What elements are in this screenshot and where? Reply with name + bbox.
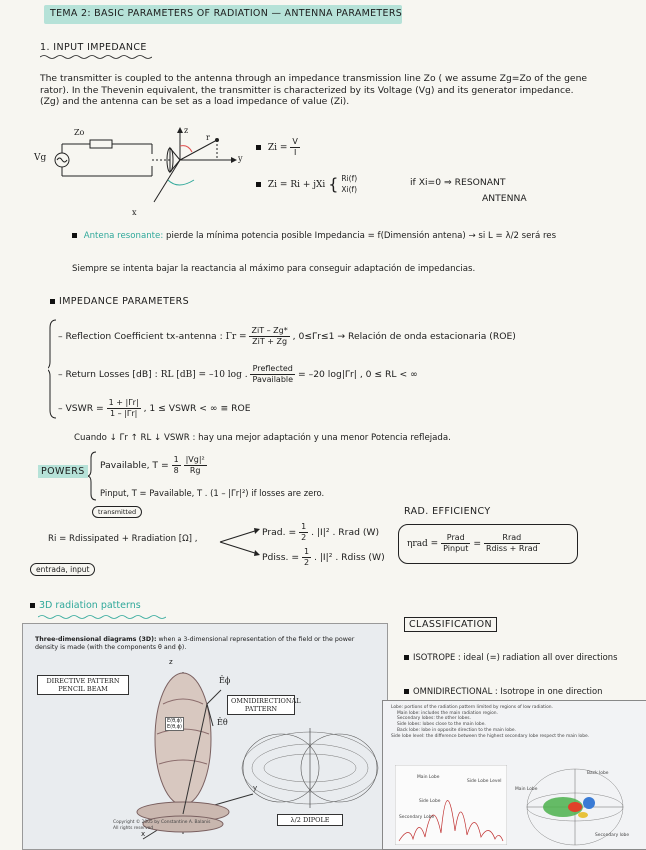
reflection-coefficient-row	[58, 326, 516, 347]
frac-num: 1 + |Γr|	[108, 398, 139, 407]
resonant-label: Antena resonante:	[83, 231, 164, 241]
main-lobe-label-2: Main Lobe	[515, 787, 538, 792]
bullet-icon	[72, 233, 77, 238]
underline-squiggle	[38, 614, 166, 620]
brace-terms	[341, 174, 357, 195]
fraction	[249, 326, 289, 347]
frac-den: I	[293, 148, 297, 157]
slide-photo-3d-diagrams	[22, 623, 388, 850]
slide-bullet	[35, 636, 375, 652]
frac-den: 2	[303, 558, 310, 567]
lobe-line: Side lobes: lobes close to the main lobe.	[397, 722, 486, 728]
bullet-icon	[50, 299, 55, 304]
circuit-vg-label: Vg	[34, 153, 47, 163]
fraction	[184, 455, 207, 476]
lobe-line: Lobe: portions of the radiation pattern limited by regions of low radiation.	[391, 705, 553, 710]
brace-bottom: Xi(f)	[341, 184, 358, 194]
frac-num: Prad	[441, 533, 470, 544]
frac-num: 1	[303, 547, 310, 556]
resonant-antenna-note	[72, 231, 556, 242]
paragraph-line: (Zg) and the antenna can be set as a load impedance of value (Zi).	[40, 96, 350, 107]
label-line: PENCIL BEAM	[58, 685, 108, 693]
item-text: ISOTROPE : ideal (=) radiation all over directions	[413, 652, 618, 662]
entrada-input-tag: entrada, input	[30, 563, 95, 576]
lobes-text	[391, 705, 641, 739]
axis-x-label: x	[132, 208, 137, 217]
intro-paragraph	[40, 73, 640, 108]
pavailable-row	[100, 455, 207, 476]
fraction	[302, 547, 311, 568]
omni-torus-pattern-image	[237, 724, 383, 808]
left-brace-icon	[48, 318, 58, 420]
fraction	[484, 533, 540, 554]
axis-y-label: y	[238, 154, 243, 163]
row-tail: , 1 ≤ VSWR < ∞ ≡ ROE	[143, 403, 251, 414]
paragraph-line: The transmitter is coupled to the antenna through an impedance transmission line Zo ( we assume Zg=Zo of the gene	[40, 73, 588, 84]
pdiss-label: Pdiss. =	[262, 552, 300, 563]
frac-num: Preflected	[250, 364, 295, 375]
row-tail: , 0≤Γr≤1 → Relación de onda estacionaria (ROE)	[292, 331, 516, 342]
zi-equation	[256, 137, 300, 158]
section-heading-input-impedance: 1. INPUT IMPEDANCE	[40, 42, 147, 53]
thevenin-circuit-diagram	[22, 124, 262, 224]
resonant-condition: if Xi=0 ⇒ RESONANT	[410, 177, 506, 188]
item-text: OMNIDIRECTIONAL : Isotrope in one direction	[413, 686, 603, 696]
side-lobe-label: Side Lobe	[419, 799, 441, 804]
section-heading-impedance-params	[50, 296, 189, 307]
field-label: E(θ,ϕ)	[167, 718, 183, 724]
brace-top: Ri(f)	[341, 174, 358, 183]
eq-zi: Zi = Ri + jXi	[267, 180, 326, 190]
bullet-icon	[30, 603, 35, 608]
radiation-3d-heading	[30, 600, 141, 612]
slide-photo-lobes	[382, 700, 646, 850]
dipole-label: λ/2 DIPOLE	[277, 814, 343, 826]
return-losses-row	[58, 364, 418, 385]
rl-eq: RL [dB] = –10 log .	[160, 370, 248, 380]
directive-pattern-label	[37, 675, 129, 695]
pdiss-tail: . |I|² . Rdiss (W)	[313, 552, 385, 563]
lobe-line: Back lobe: lobe in opposite direction to the main lobe.	[397, 727, 516, 733]
omnidirectional-item	[404, 686, 602, 697]
frac-den: Rdiss + Rrad	[485, 544, 538, 553]
heading-text: IMPEDANCE PARAMETERS	[59, 296, 190, 307]
field-label: E(θ,ϕ)	[167, 724, 183, 730]
frac-num: V	[292, 137, 298, 146]
frac-den: 1 – |Γr|	[109, 409, 138, 418]
omni-pattern-label	[227, 695, 301, 715]
isotrope-item	[404, 652, 617, 663]
prad-row	[262, 522, 379, 543]
pavail-label: Pavailable, T =	[100, 460, 169, 471]
fraction	[172, 455, 181, 476]
prad-tail: . |I|² . Rrad (W)	[311, 527, 380, 538]
eq-lhs: Zi =	[267, 143, 288, 153]
secondary-lobe-label: Secondary Lobe	[399, 815, 435, 820]
circuit-zo-label: Zo	[74, 128, 85, 137]
frac-num: ZiT – Zg*	[251, 326, 288, 335]
e-phi-label: Êϕ	[219, 676, 231, 685]
axis-z-label: z	[169, 658, 173, 666]
lobe-line: Side lobe level: the difference between the highest secondary lobe respect the main lobe.	[391, 733, 590, 739]
frac-num: Rrad	[484, 533, 540, 544]
label-line: OMNIDIRECTIONAL	[231, 697, 301, 705]
frac-den: Pinput	[443, 544, 469, 553]
cuando-note: Cuando ↓ Γr ↑ RL ↓ VSWR : hay una mejor adaptación y una menor Potencia reflejada.	[74, 433, 451, 443]
frac-den: 2	[301, 533, 307, 542]
heading-text: 3D radiation patterns	[39, 600, 141, 611]
underline-squiggle	[40, 54, 152, 60]
vswr-row	[58, 398, 251, 419]
page-title: TEMA 2: BASIC PARAMETERS OF RADIATION — ANTENNA PARAMETERS	[44, 5, 402, 24]
fraction	[290, 137, 299, 158]
brace-icon: {	[328, 174, 339, 194]
bullet-icon	[256, 145, 261, 150]
resonant-text: pierde la mínima potencia posible Impedancia = f(Dimensión antena) → si L = λ/2 será res	[165, 231, 557, 241]
axis-z-label: z	[184, 126, 189, 135]
lobe-line: Main lobe: includes the main radiation region.	[397, 710, 498, 716]
fraction	[250, 364, 295, 385]
main-lobe-label: Main Lobe	[417, 775, 440, 780]
frac-den: Pavailable	[252, 375, 294, 384]
rad-efficiency-heading: RAD. EFFICIENCY	[404, 506, 491, 517]
fraction	[107, 398, 141, 419]
frac-num: 1	[301, 522, 307, 531]
bullet-text: when a 3-dimensional representation of the field or the power density is made (with the components θ and ϕ).	[35, 636, 355, 651]
label-line: DIRECTIVE PATTERN	[46, 677, 120, 685]
classification-heading: CLASSIFICATION	[404, 617, 497, 632]
fraction	[299, 522, 308, 543]
secondary-lobe-label-2: Secondary lobe	[595, 833, 630, 838]
row-label: – VSWR =	[58, 403, 104, 414]
lobe-line: Secondary lobes: the other lobes.	[397, 716, 471, 722]
eta-label: ηrad =	[407, 539, 439, 549]
prad-label: Prad. =	[262, 527, 297, 538]
copyright-text: Copyright © 2005 by Constantine A. Balanis All rights reserved	[113, 820, 211, 831]
frac-num: 1	[173, 455, 179, 464]
side-lobe-level-label: Side Lobe Level	[467, 779, 502, 784]
resonant-condition-2: ANTENNA	[482, 193, 527, 204]
pdiss-row	[262, 547, 385, 568]
paragraph-line: rator). In the Thevenin equivalent, the transmitter is characterized by its Voltage (Vg) and its generator impedance.	[40, 84, 574, 96]
row-tail: = –20 log|Γr| , 0 ≤ RL < ∞	[297, 369, 418, 380]
ri-equation: Ri = Rdissipated + Rradiation [Ω] ,	[48, 534, 198, 544]
back-lobe-label: Back lobe	[587, 771, 609, 776]
frac-den: 8	[173, 466, 179, 475]
frac-den: Rg	[189, 466, 201, 475]
row-label: – Return Losses [dB] :	[58, 369, 158, 380]
row-label: – Reflection Coefficient tx-antenna :	[58, 331, 223, 342]
axis-y-label: y	[253, 784, 258, 792]
fraction	[441, 533, 470, 554]
lobe-rectangular-plot-image	[395, 765, 507, 845]
branch-arrows-icon	[218, 526, 262, 560]
bullet-icon	[404, 689, 409, 694]
field-box	[165, 717, 184, 731]
zi-complex-equation	[256, 174, 357, 195]
bullet-icon	[404, 655, 409, 660]
resonant-note-2: Siempre se intenta bajar la reactancia al máximo para conseguir adaptación de impedancias.	[72, 264, 476, 274]
pinput-row: Pinput, T = Pavailable, T . (1 – |Γr|²) if losses are zero.	[100, 488, 325, 498]
impedance-resistor-icon	[90, 140, 112, 148]
bullet-icon	[256, 182, 261, 187]
frac-num: |Vg|²	[185, 455, 205, 464]
label-line: PATTERN	[244, 705, 278, 713]
frac-den: ZiT + Zg	[252, 337, 288, 346]
transmitted-tag: transmitted	[92, 506, 142, 518]
gamma: Γr =	[225, 332, 247, 342]
e-theta-label: Êθ	[217, 718, 228, 727]
bullet-bold: Three-dimensional diagrams (3D):	[35, 636, 157, 643]
axis-r-label: r	[206, 133, 210, 142]
powers-label: POWERS	[38, 465, 88, 478]
powers-brace-icon	[88, 450, 98, 502]
equals: =	[473, 538, 482, 549]
rad-efficiency-box	[398, 524, 578, 564]
axis-x-label: x	[141, 830, 146, 838]
